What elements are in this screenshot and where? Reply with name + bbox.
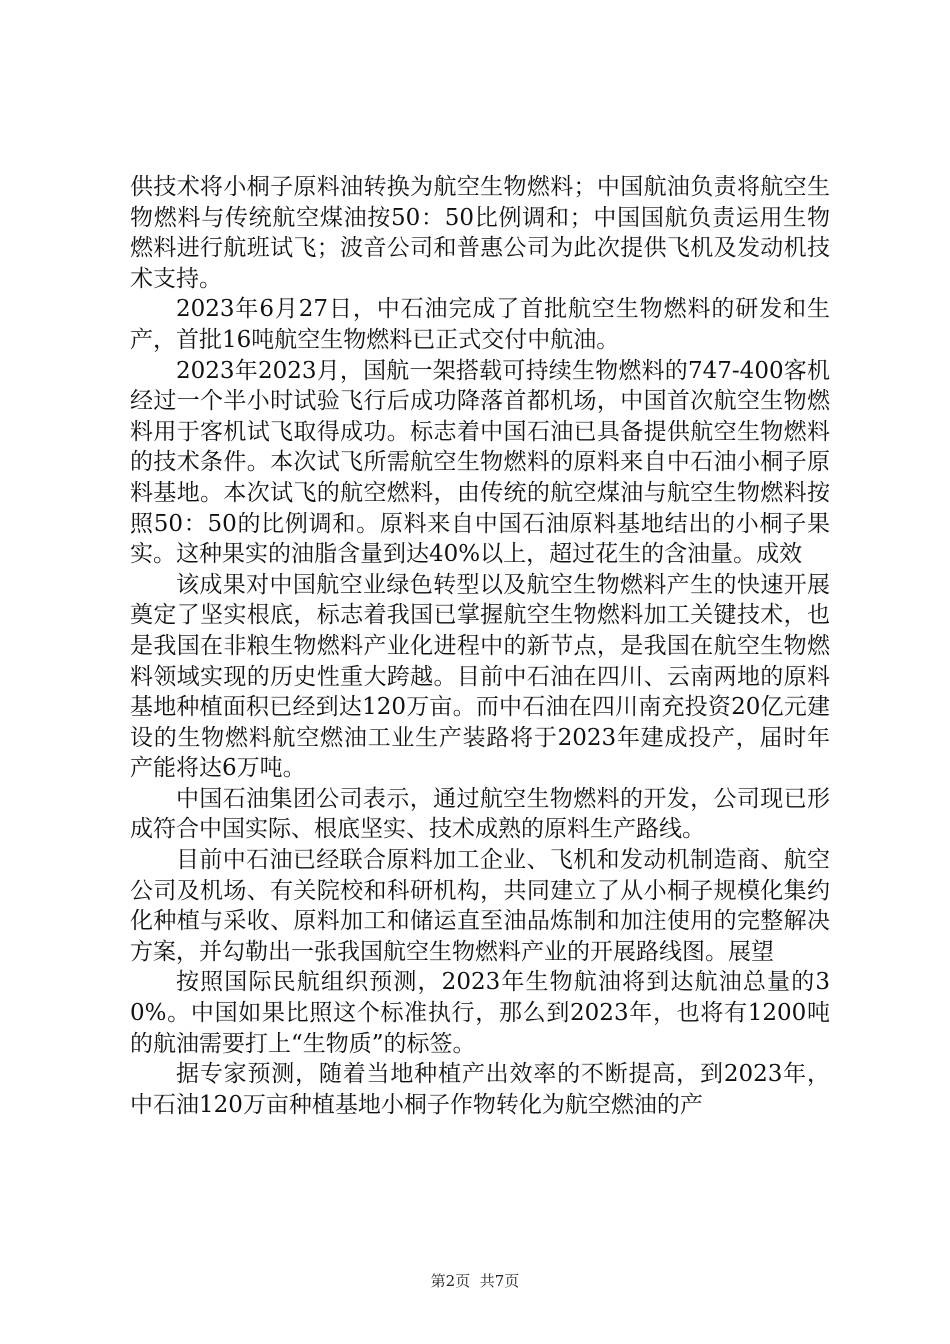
paragraph-1: 供技术将小桐子原料油转换为航空生物燃料；中国航油负责将航空生物燃料与传统航空煤油按50：50比例调和；中国国航负责运用生物燃料进行航班试飞；波音公司和普惠公司为此次提供飞机及发动机技术支持。 [130,174,830,292]
paragraph-5: 中国石油集团公司表示，通过航空生物燃料的开发，公司现已形成符合中国实际、根底坚实、技术成熟的原料生产路线。 [130,785,830,843]
paragraph-7: 按照国际民航组织预测，2023年生物航油将到达航油总量的30%。中国如果比照这个标准执行，那么到2023年，也将有1200吨的航油需要打上“生物质”的标签。 [130,969,830,1057]
page-footer [0,1271,950,1291]
document-body [130,172,830,1120]
page-number: 第2页 [430,1272,471,1290]
paragraph-6: 目前中石油已经联合原料加工企业、飞机和发动机制造商、航空公司及机场、有关院校和科研机构，共同建立了从小桐子规模化集约化种植与采收、原料加工和储运直至油品炼制和加注使用的完整解决方案，并勾勒出一张我国航空生物燃料产业的开展路线图。展望 [130,847,830,965]
page-total: 共7页 [479,1272,520,1290]
paragraph-3: 2023年2023月，国航一架搭载可持续生物燃料的747-400客机经过一个半小时试验飞行后成功降落首都机场，中国首次航空生物燃料用于客机试飞取得成功。标志着中国石油已具备提供航空生物燃料的技术条件。本次试飞所需航空生物燃料的原料来自中石油小桐子原料基地。本次试飞的航空燃料，由传统的航空煤油与航空生物燃料按照50：50的比例调和。原料来自中国石油原料基地结出的小桐子果实。这种果实的油脂含量到达40%以上，超过花生的含油量。成效 [130,357,830,568]
paragraph-2: 2023年6月27日，中石油完成了首批航空生物燃料的研发和生产，首批16吨航空生物燃料已正式交付中航油。 [130,296,830,353]
paragraph-8: 据专家预测，随着当地种植产出效率的不断提高，到2023年，中石油120万亩种植基地小桐子作物转化为航空燃油的产 [130,1061,830,1118]
paragraph-4: 该成果对中国航空业绿色转型以及航空生物燃料产生的快速开展奠定了坚实根底，标志着我国已掌握航空生物燃料加工关键技术，也是我国在非粮生物燃料产业化进程中的新节点，是我国在航空生物燃料领域实现的历史性重大跨越。目前中石油在四川、云南两地的原料基地种植面积已经到达120万亩。而中石油在四川南充投资20亿元建设的生物燃料航空燃油工业生产装路将于2023年建成投产，届时年产能将达6万吨。 [130,571,830,782]
